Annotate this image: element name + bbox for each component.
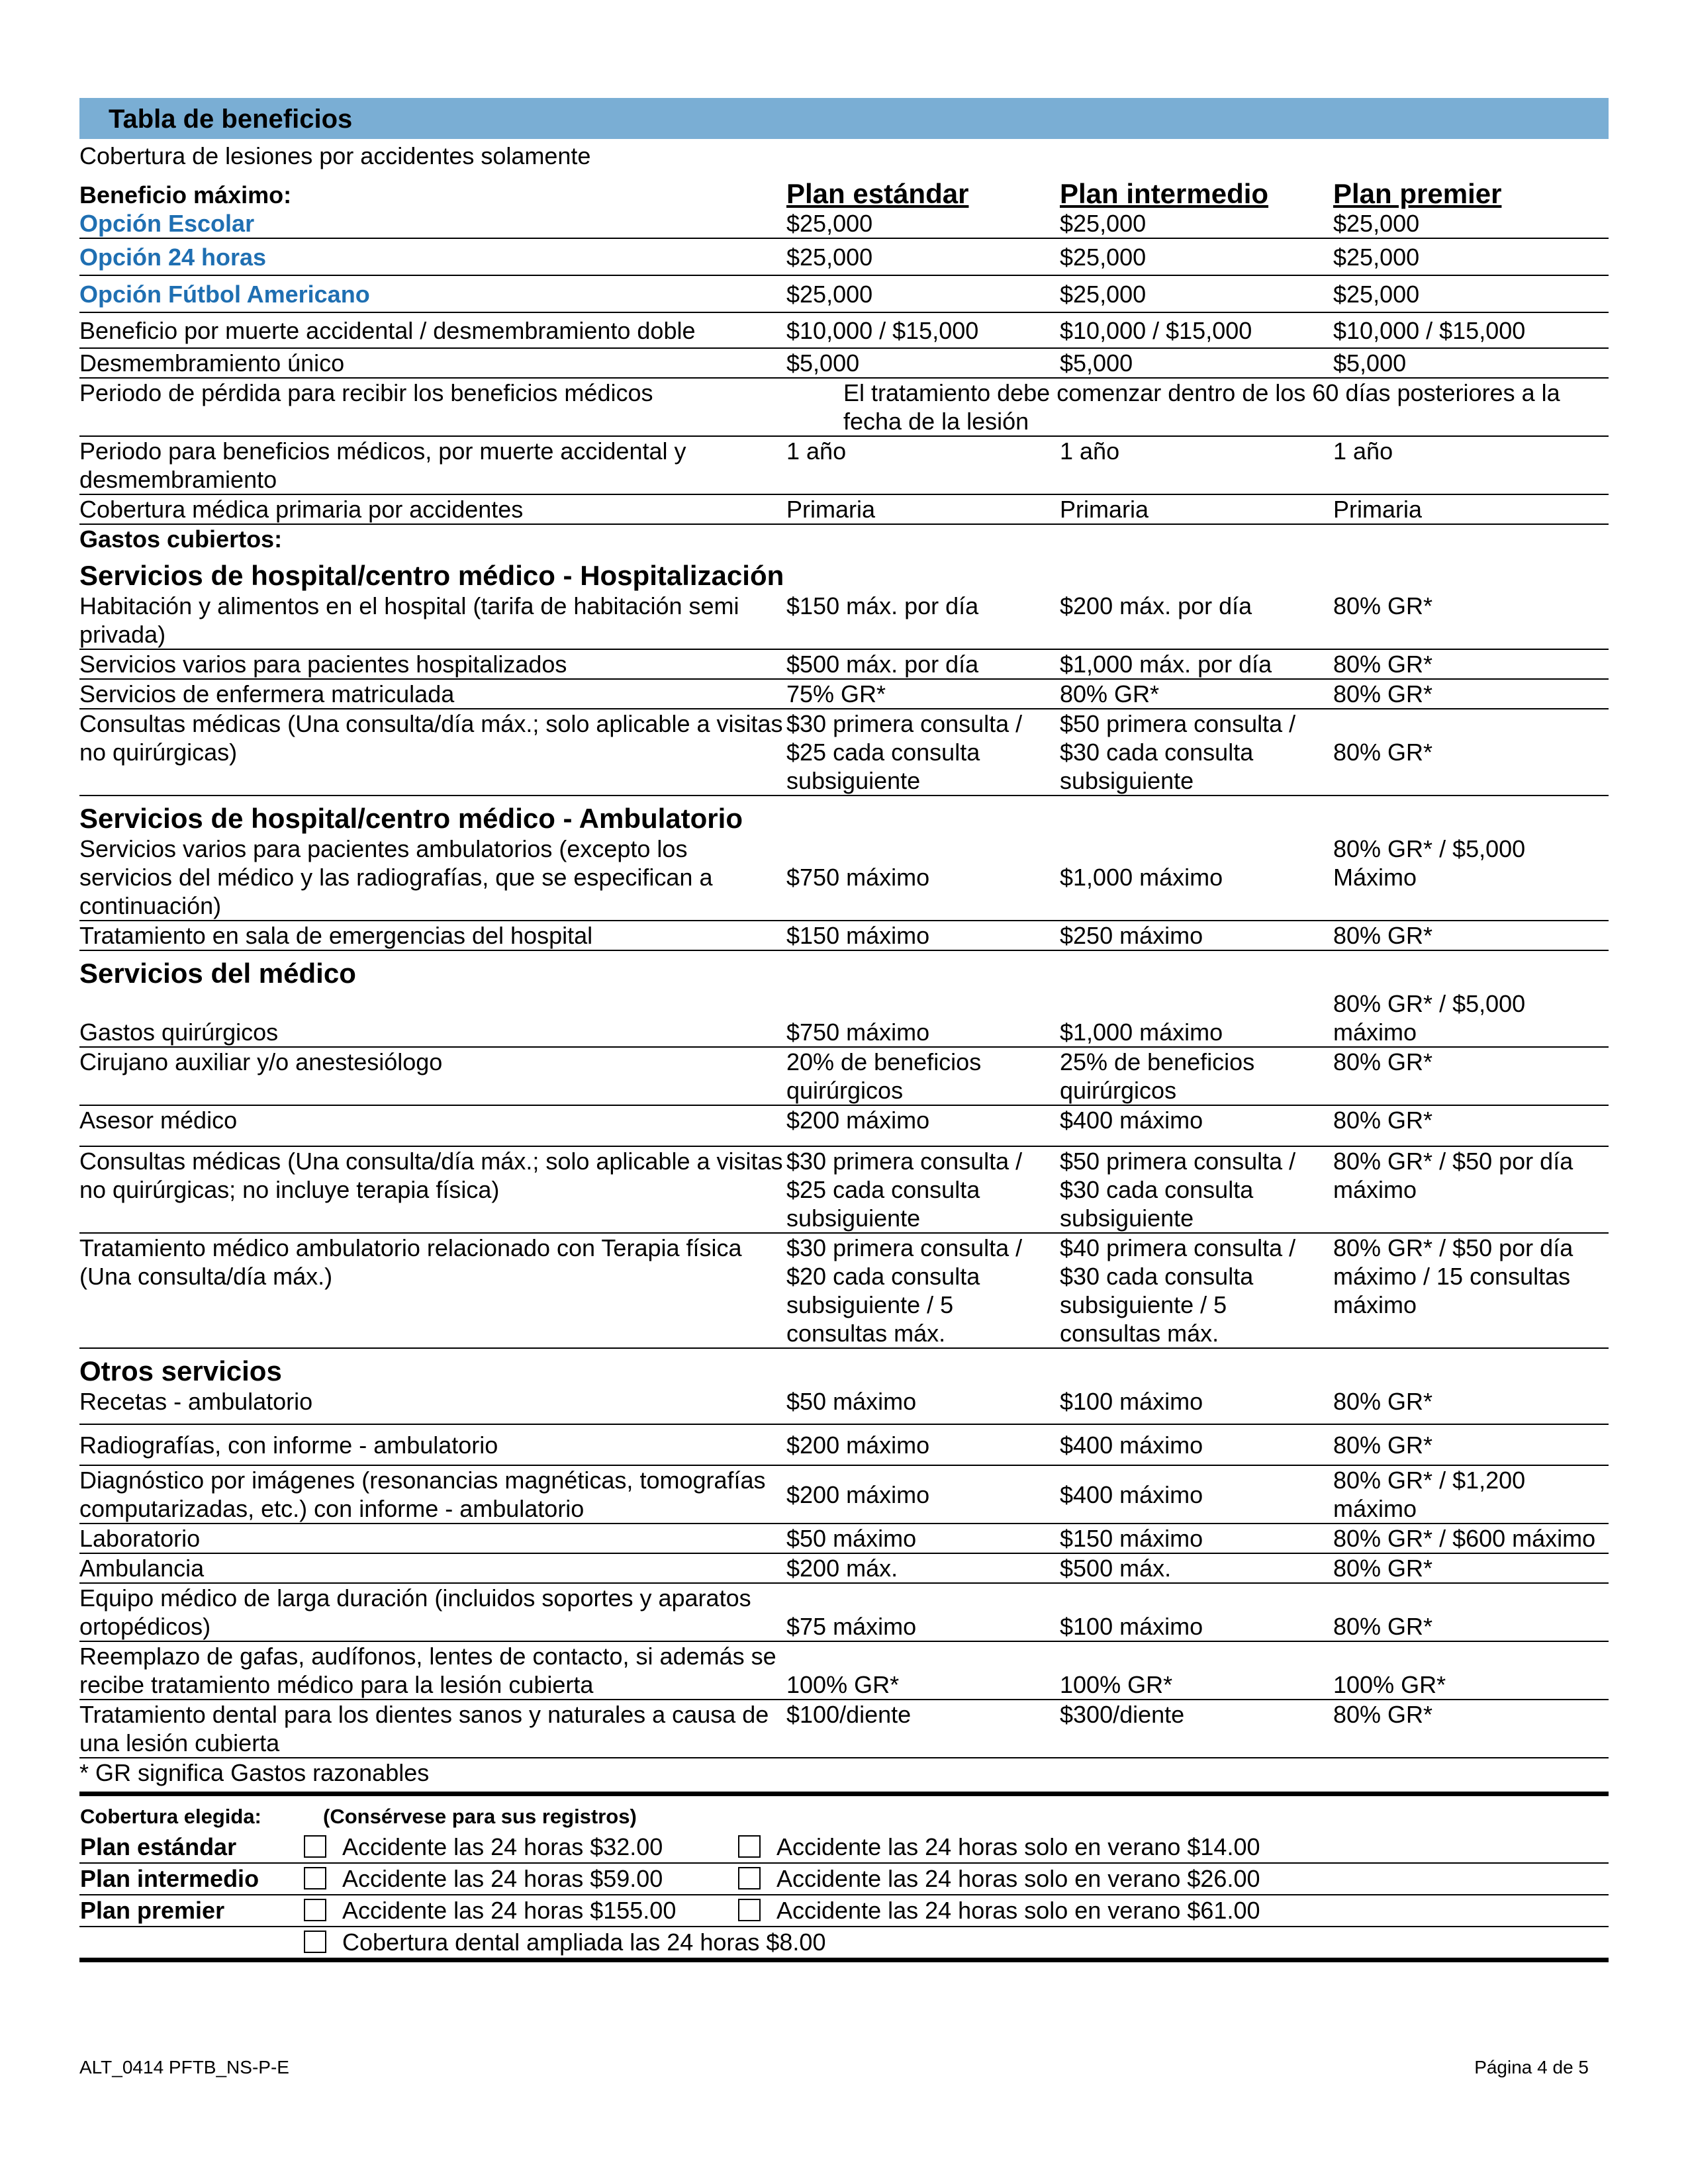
table-row [79, 348, 1609, 378]
row-label: Habitación y alimentos en el hospital (tarifa de habitación semi privada) [79, 592, 786, 649]
cell-standard: $10,000 / $15,000 [786, 312, 1060, 348]
coverage-plan-label: Plan estándar [79, 1832, 303, 1863]
row-label: Ambulancia [79, 1553, 786, 1583]
cell-standard: $50 máximo [786, 1387, 1060, 1424]
row-label: Tratamiento dental para los dientes sanos y naturales a causa de una lesión cubierta [79, 1700, 786, 1758]
plan-header-row [79, 179, 1609, 209]
cell-standard: $200 máximo [786, 1105, 1060, 1146]
page-title: Tabla de beneficios [109, 105, 353, 134]
cell-premier: 1 año [1333, 436, 1609, 494]
table-row [79, 1105, 1609, 1146]
cell-intermediate: $50 primera consulta / $30 cada consulta subsiguiente [1060, 1146, 1333, 1233]
table-row [79, 275, 1609, 312]
row-label: Recetas - ambulatorio [79, 1387, 786, 1424]
cell-intermediate: 25% de beneficios quirúrgicos [1060, 1047, 1333, 1105]
plan-standard-header: Plan estándar [786, 178, 969, 209]
table-row [79, 1700, 1609, 1758]
table-row [79, 378, 1609, 436]
section-row [79, 796, 1609, 835]
page-footer [79, 2057, 1609, 2078]
coverage-row [79, 1927, 1609, 1960]
cell-intermediate: $500 máx. [1060, 1553, 1333, 1583]
table-row [79, 436, 1609, 494]
row-label: Reemplazo de gafas, audífonos, lentes de contacto, si además se recibe tratamiento médico para la lesión cubierta [79, 1641, 786, 1700]
plan-premier-header: Plan premier [1333, 178, 1502, 209]
cell-intermediate: $200 máx. por día [1060, 592, 1333, 649]
cell-standard: $5,000 [786, 348, 1060, 378]
page-number: Página 4 de 5 [1474, 2057, 1589, 2077]
cell-standard: $150 máx. por día [786, 592, 1060, 649]
coverage-row [79, 1832, 1609, 1863]
row-label: Tratamiento médico ambulatorio relacionado con Terapia física (Una consulta/día máx.) [79, 1233, 786, 1348]
cell-intermediate: $1,000 máximo [1060, 835, 1333, 921]
cell-premier: 80% GR* / $50 por día máximo [1333, 1146, 1609, 1233]
checkbox[interactable] [738, 1867, 761, 1889]
table-row [79, 592, 1609, 649]
table-row [79, 1387, 1609, 1424]
cell-premier: 80% GR* / $50 por día máximo / 15 consultas máximo [1333, 1233, 1609, 1348]
section-row [79, 553, 1609, 592]
cell-standard: $75 máximo [786, 1583, 1060, 1641]
coverage-option-label: Accidente las 24 horas solo en verano $14.00 [776, 1833, 1260, 1860]
cell-premier: 80% GR* / $1,200 máximo [1333, 1465, 1609, 1524]
table-row [79, 1047, 1609, 1105]
document-code: ALT_0414 PFTB_NS-P-E [79, 2057, 289, 2077]
cell-intermediate: 100% GR* [1060, 1641, 1333, 1700]
cell-intermediate: $400 máximo [1060, 1465, 1333, 1524]
table-row [79, 494, 1609, 524]
table-row [79, 989, 1609, 1047]
row-label: Periodo de pérdida para recibir los beneficios médicos [79, 378, 786, 436]
coverage-label: Cobertura elegida: [80, 1805, 261, 1828]
cell-intermediate: $25,000 [1060, 209, 1333, 238]
table-row [79, 679, 1609, 709]
coverage-option[interactable] [303, 1895, 737, 1927]
table-row [79, 835, 1609, 921]
coverage-option-label: Accidente las 24 horas solo en verano $61.00 [776, 1897, 1260, 1924]
coverage-row [79, 1863, 1609, 1895]
coverage-option-label: Accidente las 24 horas $155.00 [342, 1897, 677, 1924]
coverage-option[interactable] [737, 1863, 1609, 1895]
section-row [79, 1348, 1609, 1387]
table-row [79, 921, 1609, 950]
row-label: Laboratorio [79, 1524, 786, 1553]
cell-standard: $200 máx. [786, 1553, 1060, 1583]
row-label: Consultas médicas (Una consulta/día máx.; solo aplicable a visitas no quirúrgicas; no incluye terapia física) [79, 1146, 786, 1233]
footnote: * GR significa Gastos razonables [79, 1758, 1609, 1796]
cell-intermediate: $300/diente [1060, 1700, 1333, 1758]
cell-standard: $200 máximo [786, 1465, 1060, 1524]
table-row [79, 209, 1609, 238]
cell-intermediate: 1 año [1060, 436, 1333, 494]
section-hospitalization: Servicios de hospital/centro médico - Hospitalización [79, 560, 784, 591]
cell-standard: $500 máx. por día [786, 649, 1060, 679]
cell-intermediate: $40 primera consulta / $30 cada consulta subsiguiente / 5 consultas máx. [1060, 1233, 1333, 1348]
row-label: Asesor médico [79, 1105, 786, 1146]
coverage-option-label: Cobertura dental ampliada las 24 horas $8.00 [342, 1929, 826, 1956]
cell-premier: 80% GR* [1333, 679, 1609, 709]
table-row [79, 709, 1609, 796]
cell-intermediate: $5,000 [1060, 348, 1333, 378]
plan-intermediate-header: Plan intermedio [1060, 178, 1269, 209]
checkbox[interactable] [738, 1835, 761, 1858]
cell-standard: $200 máximo [786, 1424, 1060, 1465]
cell-premier: $5,000 [1333, 348, 1609, 378]
cell-standard: $25,000 [786, 238, 1060, 275]
cell-standard: 75% GR* [786, 679, 1060, 709]
coverage-option[interactable] [303, 1863, 737, 1895]
cell-premier: Primaria [1333, 494, 1609, 524]
row-label: Tratamiento en sala de emergencias del hospital [79, 921, 786, 950]
page-subtitle: Cobertura de lesiones por accidentes solamente [79, 142, 591, 169]
coverage-option[interactable] [737, 1895, 1609, 1927]
option-label: Opción Fútbol Americano [79, 275, 786, 312]
covered-label-row [79, 524, 1609, 553]
table-row [79, 1233, 1609, 1348]
row-label: Beneficio por muerte accidental / desmembramiento doble [79, 312, 786, 348]
row-label: Servicios de enfermera matriculada [79, 679, 786, 709]
coverage-choice-table [79, 1801, 1609, 1962]
cell-premier: 80% GR* [1333, 1700, 1609, 1758]
checkbox[interactable] [304, 1931, 326, 1953]
section-outpatient: Servicios de hospital/centro médico - Ambulatorio [79, 803, 743, 834]
cell-premier: 80% GR* [1333, 1553, 1609, 1583]
cell-premier: 80% GR* [1333, 1047, 1609, 1105]
cell-premier: 80% GR* [1333, 921, 1609, 950]
cell-standard: $30 primera consulta / $25 cada consulta subsiguiente [786, 709, 1060, 796]
cell-premier: $25,000 [1333, 238, 1609, 275]
cell-standard: $750 máximo [786, 835, 1060, 921]
cell-intermediate: $250 máximo [1060, 921, 1333, 950]
cell-premier: $25,000 [1333, 275, 1609, 312]
cell-standard: $100/diente [786, 1700, 1060, 1758]
cell-intermediate: $100 máximo [1060, 1583, 1333, 1641]
coverage-plan-label: Plan intermedio [79, 1863, 303, 1895]
coverage-option[interactable] [737, 1832, 1609, 1863]
cell-premier: 80% GR* [1333, 1105, 1609, 1146]
table-row [79, 1553, 1609, 1583]
cell-premier: $25,000 [1333, 209, 1609, 238]
checkbox[interactable] [738, 1899, 761, 1921]
benefits-page [79, 98, 1609, 1962]
coverage-option[interactable] [303, 1927, 1609, 1960]
cell-premier: 80% GR* [1333, 649, 1609, 679]
cell-premier: 80% GR* / $600 máximo [1333, 1524, 1609, 1553]
cell-intermediate: $1,000 máximo [1060, 989, 1333, 1047]
cell-premier: 80% GR* [1333, 1583, 1609, 1641]
covered-expenses-label: Gastos cubiertos: [79, 525, 283, 553]
coverage-option[interactable] [303, 1832, 737, 1863]
cell-standard: 1 año [786, 436, 1060, 494]
cell-premier: 80% GR* / $5,000 máximo [1333, 989, 1609, 1047]
table-row [79, 649, 1609, 679]
cell-intermediate: $400 máximo [1060, 1424, 1333, 1465]
benefits-table [79, 179, 1609, 1758]
cell-intermediate: $10,000 / $15,000 [1060, 312, 1333, 348]
row-label: Desmembramiento único [79, 348, 786, 378]
coverage-option-label: Accidente las 24 horas $32.00 [342, 1833, 663, 1860]
table-row [79, 1424, 1609, 1465]
cell-premier: 80% GR* [1333, 1424, 1609, 1465]
cell-standard: $150 máximo [786, 921, 1060, 950]
cell-premier: 80% GR* [1333, 709, 1609, 796]
cell-intermediate: $25,000 [1060, 238, 1333, 275]
cell-intermediate: $1,000 máx. por día [1060, 649, 1333, 679]
section-physician: Servicios del médico [79, 958, 356, 989]
coverage-row [79, 1895, 1609, 1927]
cell-standard: Primaria [786, 494, 1060, 524]
cell-premier: 80% GR* [1333, 592, 1609, 649]
loss-period-value: El tratamiento debe comenzar dentro de los 60 días posteriores a la fecha de la lesión [786, 378, 1609, 436]
section-row [79, 950, 1609, 989]
coverage-option-label: Accidente las 24 horas $59.00 [342, 1865, 663, 1892]
row-label: Cirujano auxiliar y/o anestesiólogo [79, 1047, 786, 1105]
cell-standard: 20% de beneficios quirúrgicos [786, 1047, 1060, 1105]
checkbox[interactable] [304, 1835, 326, 1858]
checkbox[interactable] [304, 1899, 326, 1921]
cell-standard: $25,000 [786, 275, 1060, 312]
cell-premier: 80% GR* [1333, 1387, 1609, 1424]
coverage-header-row [79, 1801, 1609, 1832]
cell-standard: 100% GR* [786, 1641, 1060, 1700]
cell-standard: $50 máximo [786, 1524, 1060, 1553]
cell-premier: $10,000 / $15,000 [1333, 312, 1609, 348]
option-label: Opción 24 horas [79, 238, 786, 275]
checkbox[interactable] [304, 1867, 326, 1889]
cell-intermediate: $150 máximo [1060, 1524, 1333, 1553]
cell-premier: 100% GR* [1333, 1641, 1609, 1700]
cell-standard: $30 primera consulta / $25 cada consulta subsiguiente [786, 1146, 1060, 1233]
coverage-note: (Consérvese para sus registros) [323, 1805, 637, 1828]
row-label: Radiografías, con informe - ambulatorio [79, 1424, 786, 1465]
row-label: Periodo para beneficios médicos, por muerte accidental y desmembramiento [79, 436, 786, 494]
cell-standard: $30 primera consulta / $20 cada consulta subsiguiente / 5 consultas máx. [786, 1233, 1060, 1348]
table-row [79, 1146, 1609, 1233]
section-other: Otros servicios [79, 1355, 282, 1387]
table-row [79, 238, 1609, 275]
coverage-option-label: Accidente las 24 horas solo en verano $26.00 [776, 1865, 1260, 1892]
table-row [79, 1465, 1609, 1524]
row-label: Cobertura médica primaria por accidentes [79, 494, 786, 524]
table-row [79, 1583, 1609, 1641]
table-row [79, 1641, 1609, 1700]
cell-intermediate: 80% GR* [1060, 679, 1333, 709]
coverage-plan-label: Plan premier [79, 1895, 303, 1927]
cell-intermediate: $400 máximo [1060, 1105, 1333, 1146]
row-label: Equipo médico de larga duración (incluidos soportes y aparatos ortopédicos) [79, 1583, 786, 1641]
cell-premier: 80% GR* / $5,000 Máximo [1333, 835, 1609, 921]
row-label: Consultas médicas (Una consulta/día máx.; solo aplicable a visitas no quirúrgicas) [79, 709, 786, 796]
cell-intermediate: $25,000 [1060, 275, 1333, 312]
row-label: Servicios varios para pacientes ambulatorios (excepto los servicios del médico y las radiografías, que se especifican a continuación) [79, 835, 786, 921]
title-bar [79, 98, 1609, 139]
cell-intermediate: $100 máximo [1060, 1387, 1333, 1424]
cell-standard: $25,000 [786, 209, 1060, 238]
row-label: Servicios varios para pacientes hospitalizados [79, 649, 786, 679]
table-row [79, 1524, 1609, 1553]
table-row [79, 312, 1609, 348]
max-benefit-label: Beneficio máximo: [79, 181, 292, 208]
cell-standard: $750 máximo [786, 989, 1060, 1047]
cell-intermediate: $50 primera consulta / $30 cada consulta subsiguiente [1060, 709, 1333, 796]
cell-intermediate: Primaria [1060, 494, 1333, 524]
row-label: Gastos quirúrgicos [79, 989, 786, 1047]
row-label: Diagnóstico por imágenes (resonancias magnéticas, tomografías computarizadas, etc.) con informe - ambulatorio [79, 1465, 786, 1524]
option-label: Opción Escolar [79, 209, 786, 238]
